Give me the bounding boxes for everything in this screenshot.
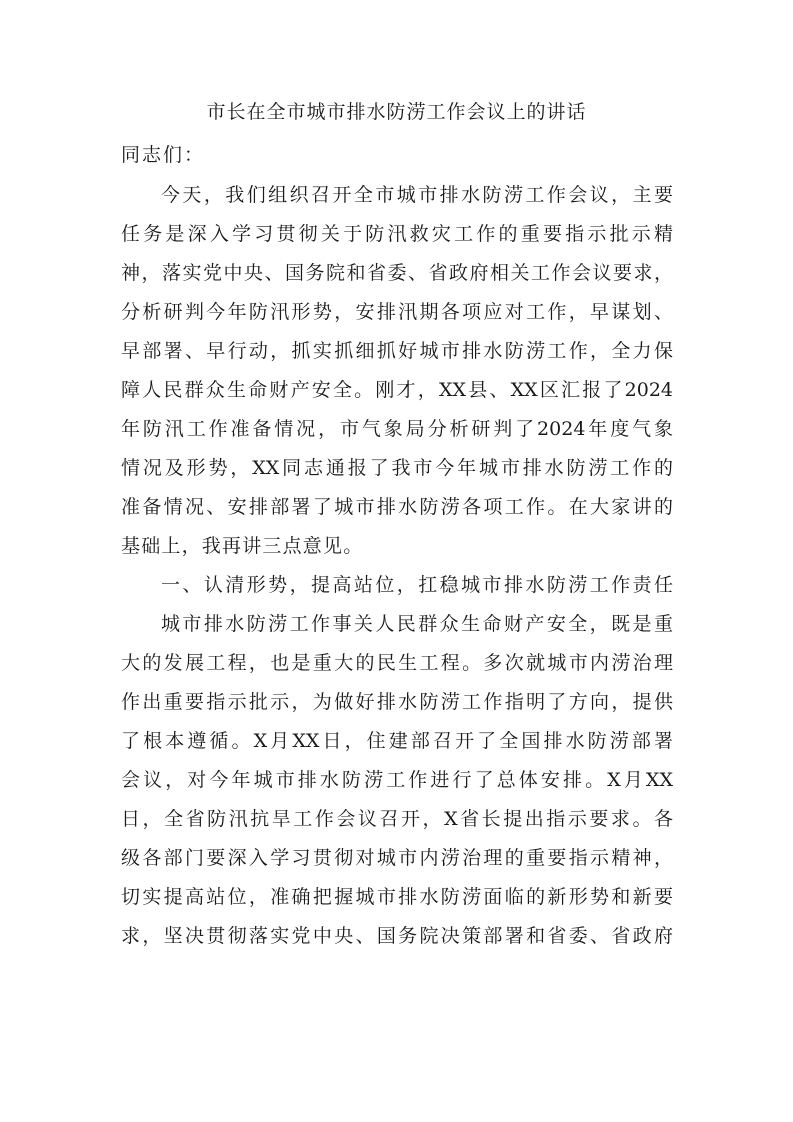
body-line: 今天，我们组织召开全市城市排水防涝工作会议，主要 bbox=[161, 184, 673, 206]
body-line: 障人民群众生命财产安全。刚才，XX县、XX区汇报了2024 bbox=[121, 379, 673, 401]
body-line: 年防汛工作准备情况，市气象局分析研判了2024年度气象 bbox=[121, 418, 673, 440]
body-line: 会议，对今年城市排水防涝工作进行了总体安排。X月XX bbox=[121, 769, 673, 791]
document-title: 市长在全市城市排水防涝工作会议上的讲话 bbox=[206, 101, 587, 123]
body-line: 分析研判今年防汛形势，安排汛期各项应对工作，早谋划、 bbox=[121, 301, 673, 323]
salutation: 同志们： bbox=[121, 144, 206, 166]
body-line: 神，落实党中央、国务院和省委、省政府相关工作会议要求， bbox=[121, 262, 673, 284]
body-line: 切实提高站位，准确把握城市排水防涝面临的新形势和新要 bbox=[121, 886, 673, 908]
body-line: 大的发展工程，也是重大的民生工程。多次就城市内涝治理 bbox=[121, 652, 673, 674]
body-line: 作出重要指示批示，为做好排水防涝工作指明了方向，提供 bbox=[121, 691, 673, 713]
section-heading: 一、认清形势，提高站位，扛稳城市排水防涝工作责任 bbox=[161, 574, 673, 596]
body-line: 基础上，我再讲三点意见。 bbox=[121, 535, 364, 557]
body-line: 求，坚决贯彻落实党中央、国务院决策部署和省委、省政府 bbox=[121, 925, 673, 947]
body-line: 级各部门要深入学习贯彻对城市内涝治理的重要指示精神， bbox=[121, 847, 673, 869]
body-line: 日，全省防汛抗旱工作会议召开，X省长提出指示要求。各 bbox=[121, 808, 673, 830]
body-line: 了根本遵循。X月XX日，住建部召开了全国排水防涝部署 bbox=[121, 730, 673, 752]
body-line: 城市排水防涝工作事关人民群众生命财产安全，既是重 bbox=[161, 613, 673, 635]
body-line: 任务是深入学习贯彻关于防汛救灾工作的重要指示批示精 bbox=[121, 223, 673, 245]
body-line: 准备情况、安排部署了城市排水防涝各项工作。在大家讲的 bbox=[121, 496, 673, 518]
body-line: 情况及形势，XX同志通报了我市今年城市排水防涝工作的 bbox=[121, 457, 673, 479]
body-line: 早部署、早行动，抓实抓细抓好城市排水防涝工作，全力保 bbox=[121, 340, 673, 362]
